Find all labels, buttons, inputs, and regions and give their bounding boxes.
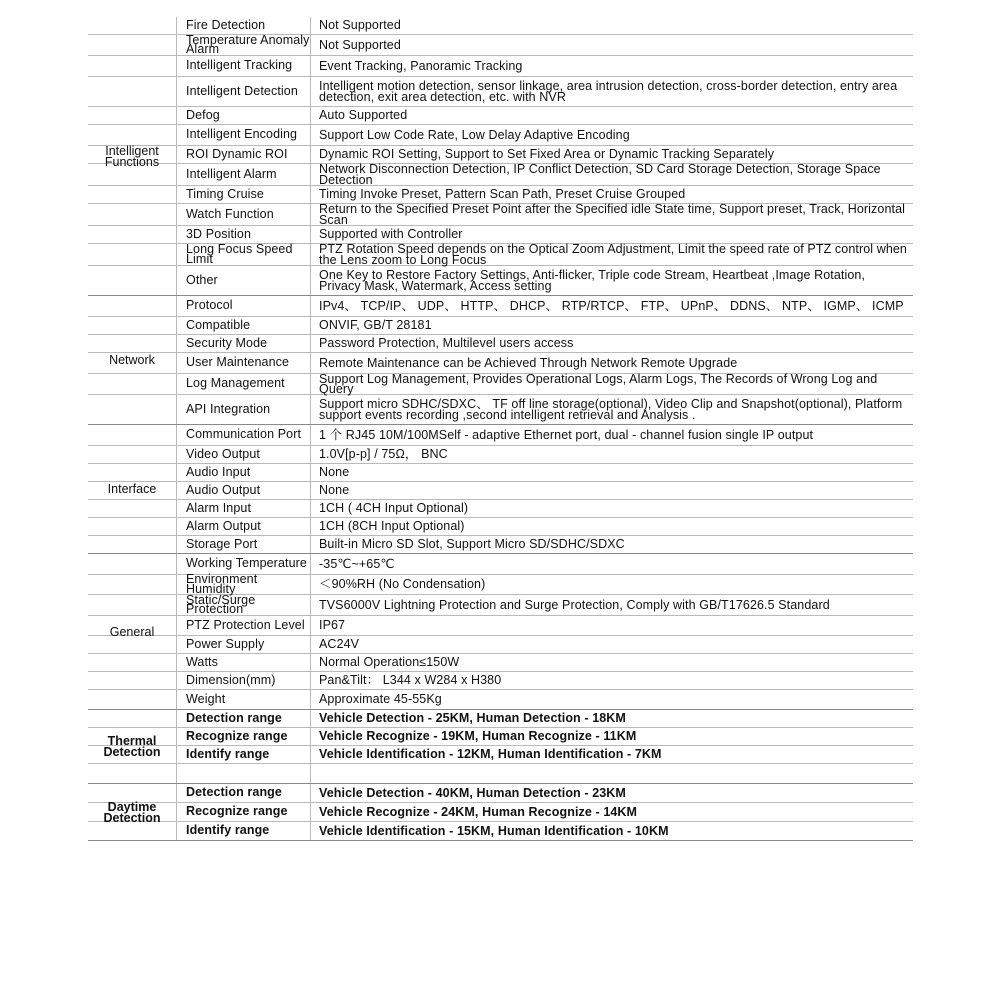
section-label: Intelligent Functions (104, 143, 160, 169)
spec-label: Log Management (186, 376, 285, 391)
column-divider (176, 710, 177, 727)
spec-label: Storage Port (186, 536, 258, 551)
spec-label: Identify range (186, 823, 270, 838)
section-divider (88, 840, 913, 841)
column-divider (176, 803, 177, 821)
spec-row (88, 654, 913, 672)
spec-value: Support Log Management, Provides Operational Logs, Alarm Logs, The Records of Wrong Log and Query (319, 371, 878, 396)
spec-row (88, 822, 913, 841)
column-divider (310, 164, 311, 185)
spec-label: Watts (186, 654, 218, 669)
column-divider (310, 204, 311, 225)
column-divider (310, 244, 311, 265)
spec-row (88, 335, 913, 353)
column-divider (310, 636, 311, 653)
spec-label: Recognize range (186, 804, 288, 819)
column-divider (176, 353, 177, 373)
spec-label: Detection range (186, 785, 282, 800)
column-divider (176, 35, 177, 55)
column-divider (176, 77, 177, 106)
spec-value: Vehicle Detection - 40KM, Human Detection - 23KM (319, 785, 626, 800)
spec-label: Alarm Output (186, 518, 261, 533)
column-divider (310, 710, 311, 727)
column-divider (176, 654, 177, 671)
section-label: Network (109, 353, 155, 367)
column-divider (176, 56, 177, 76)
spec-label: API Integration (186, 401, 271, 416)
spec-value: Vehicle Identification - 15KM, Human Identification - 10KM (319, 823, 669, 838)
section-label: Thermal Detection (103, 734, 161, 759)
column-divider (176, 672, 177, 689)
spec-row (88, 746, 913, 764)
spec-label: Audio Input (186, 464, 251, 479)
column-divider (310, 822, 311, 840)
spec-label: Video Output (186, 446, 260, 461)
column-divider (310, 803, 311, 821)
spec-value: -35℃~+65℃ (319, 556, 395, 571)
spec-label: Long Focus Speed Limit (186, 242, 293, 266)
spec-value: 1CH (8CH Input Optional) (319, 519, 465, 534)
column-divider (176, 146, 177, 163)
spec-row (88, 244, 913, 266)
column-divider (310, 186, 311, 203)
column-divider (310, 764, 311, 783)
column-divider (310, 296, 311, 316)
spec-value: None (319, 465, 350, 480)
spec-row (88, 500, 913, 518)
spec-value: None (319, 483, 350, 498)
column-divider (176, 575, 177, 594)
spec-value: ＜90%RH (No Condensation) (319, 577, 486, 592)
spec-row (88, 395, 913, 425)
spec-row (88, 204, 913, 226)
spec-row (88, 77, 913, 107)
spec-label: Audio Output (186, 482, 261, 497)
spec-value: PTZ Rotation Speed depends on the Optical Zoom Adjustment, Limit the speed rate of PTZ control when the Lens zoom to Long Focus (319, 242, 907, 267)
spec-label: ROI Dynamic ROI (186, 146, 288, 161)
section-label: Daytime Detection (103, 799, 161, 825)
spec-label: Working Temperature (186, 556, 307, 571)
spec-row (88, 296, 913, 317)
column-divider (310, 395, 311, 424)
spec-row (88, 710, 913, 728)
spec-row (88, 592, 913, 616)
spec-row (88, 518, 913, 536)
spec-value: 1CH ( 4CH Input Optional) (319, 501, 469, 516)
spec-value: ONVIF, GB/T 28181 (319, 318, 432, 333)
column-divider (176, 186, 177, 203)
column-divider (310, 784, 311, 802)
spec-row (88, 764, 913, 784)
spec-value: Vehicle Identification - 12KM, Human Identification - 7KM (319, 747, 662, 762)
spec-label: Timing Cruise (186, 186, 264, 201)
column-divider (176, 784, 177, 802)
spec-label (186, 764, 310, 783)
column-divider (176, 728, 177, 745)
spec-label: Alarm Input (186, 500, 252, 515)
column-divider (176, 482, 177, 499)
spec-value: Built-in Micro SD Slot, Support Micro SD/SDHC/SDXC (319, 537, 625, 552)
spec-value: Password Protection, Multilevel users access (319, 336, 574, 351)
column-divider (176, 500, 177, 517)
spec-label: Intelligent Detection (186, 83, 298, 98)
spec-value: IP67 (319, 618, 346, 633)
column-divider (176, 822, 177, 840)
column-divider (310, 728, 311, 745)
column-divider (176, 374, 177, 394)
column-divider (310, 746, 311, 763)
spec-row (88, 464, 913, 482)
spec-label: Fire Detection (186, 17, 266, 32)
spec-label: 3D Position (186, 226, 252, 241)
spec-value: Intelligent motion detection, sensor linkage, area intrusion detection, cross-border detection, entry area detection, exit area detection, etc. with NVR (319, 79, 898, 104)
spec-row (88, 107, 913, 125)
column-divider (176, 690, 177, 709)
column-divider (310, 77, 311, 106)
column-divider (176, 317, 177, 334)
spec-row (88, 482, 913, 500)
spec-value: Pan&Tilt： L344 x W284 x H380 (319, 673, 502, 688)
spec-label: Static/Surge Protection (186, 592, 256, 616)
column-divider (176, 244, 177, 265)
spec-label: Identify range (186, 746, 270, 761)
spec-row (88, 266, 913, 296)
column-divider (176, 335, 177, 352)
spec-value: IPv4、 TCP/IP、 UDP、 HTTP、 DHCP、 RTP/RTCP、 FTP、 UPnP、 DDNS、 NTP、 IGMP、 ICMP (319, 298, 904, 313)
column-divider (310, 226, 311, 243)
column-divider (310, 56, 311, 76)
column-divider (310, 518, 311, 535)
column-divider (310, 107, 311, 124)
column-divider (310, 335, 311, 352)
spec-row (88, 636, 913, 654)
spec-value (319, 764, 909, 783)
column-divider (310, 554, 311, 574)
spec-label: Dimension(mm) (186, 672, 276, 687)
spec-value: Return to the Specified Preset Point after the Specified idle State time, Support preset, Track, Horizontal Scan (319, 202, 905, 227)
column-divider (176, 107, 177, 124)
spec-value: AC24V (319, 637, 360, 652)
spec-value: 1 个 RJ45 10M/100MSelf - adaptive Ethernet port, dual - channel fusion single IP output (319, 427, 814, 442)
spec-value: Vehicle Recognize - 24KM, Human Recognize - 14KM (319, 804, 638, 819)
column-divider (310, 464, 311, 481)
spec-label: Environment Humidity (186, 572, 258, 596)
spec-row (88, 784, 913, 803)
spec-value: Supported with Controller (319, 227, 463, 242)
spec-value: Approximate 45-55Kg (319, 692, 442, 707)
column-divider (310, 482, 311, 499)
column-divider (176, 425, 177, 445)
column-divider (176, 764, 177, 783)
spec-row (88, 672, 913, 690)
spec-row (88, 164, 913, 186)
spec-row (88, 728, 913, 746)
spec-row (88, 803, 913, 822)
column-divider (310, 500, 311, 517)
column-divider (176, 17, 177, 34)
spec-row (88, 32, 913, 56)
spec-value: One Key to Restore Factory Settings, Anti-flicker, Triple code Stream, Heartbeat ,Image Rotation, Privacy Mask, Watermark, Access setting (319, 268, 866, 293)
column-divider (176, 266, 177, 295)
spec-label: Intelligent Alarm (186, 166, 277, 181)
column-divider (176, 446, 177, 463)
section-label: General (109, 624, 155, 639)
column-divider (176, 164, 177, 185)
spec-row (88, 371, 913, 396)
spec-value: Vehicle Detection - 25KM, Human Detection - 18KM (319, 711, 626, 726)
column-divider (176, 636, 177, 653)
spec-label: Compatible (186, 317, 251, 332)
spec-value: Not Supported (319, 37, 401, 52)
column-divider (310, 446, 311, 463)
spec-value: Auto Supported (319, 108, 408, 123)
spec-value: Normal Operation≤150W (319, 655, 460, 670)
spec-value: Support Low Code Rate, Low Delay Adaptive Encoding (319, 127, 630, 142)
column-divider (310, 690, 311, 709)
spec-row (88, 446, 913, 464)
column-divider (310, 616, 311, 635)
spec-row (88, 616, 913, 636)
column-divider (176, 464, 177, 481)
column-divider (310, 654, 311, 671)
spec-row (88, 572, 913, 596)
spec-value: Support micro SDHC/SDXC、 TF off line storage(optional), Video Clip and Snapshot(optional), Platform support events recording ,second intelligent retrieval and Analysis . (319, 397, 903, 422)
spec-label: Intelligent Encoding (186, 127, 298, 142)
column-divider (310, 317, 311, 334)
spec-label: Intelligent Tracking (186, 58, 293, 73)
spec-label: Watch Function (186, 206, 274, 221)
spec-row (88, 353, 913, 374)
spec-label: Temperature Anomaly Alarm (186, 32, 310, 56)
spec-row (88, 125, 913, 146)
spec-value: Dynamic ROI Setting, Support to Set Fixed Area or Dynamic Tracking Separately (319, 147, 775, 162)
spec-row (88, 536, 913, 554)
spec-value: Event Tracking, Panoramic Tracking (319, 58, 523, 73)
spec-value: Network Disconnection Detection, IP Conflict Detection, SD Card Storage Detection, Storage Space Detection (319, 162, 881, 187)
spec-row (88, 425, 913, 446)
column-divider (310, 536, 311, 553)
column-divider (176, 554, 177, 574)
spec-row (88, 317, 913, 335)
column-divider (176, 536, 177, 553)
column-divider (176, 204, 177, 225)
column-divider (176, 616, 177, 635)
spec-value: TVS6000V Lightning Protection and Surge Protection, Comply with GB/T17626.5 Standard (319, 597, 830, 612)
spec-label: Power Supply (186, 636, 265, 651)
spec-value: Not Supported (319, 18, 401, 33)
spec-row (88, 56, 913, 77)
spec-value: Timing Invoke Preset, Pattern Scan Path, Preset Cruise Grouped (319, 187, 686, 202)
column-divider (176, 746, 177, 763)
spec-label: Detection range (186, 710, 282, 725)
column-divider (310, 425, 311, 445)
spec-label: Defog (186, 107, 220, 122)
column-divider (310, 35, 311, 55)
column-divider (310, 374, 311, 394)
column-divider (310, 266, 311, 295)
spec-label: Protocol (186, 298, 233, 313)
column-divider (310, 575, 311, 594)
column-divider (176, 518, 177, 535)
column-divider (310, 672, 311, 689)
column-divider (176, 395, 177, 424)
column-divider (176, 125, 177, 145)
spec-label: Communication Port (186, 427, 302, 442)
spec-label: Recognize range (186, 728, 288, 743)
section-label: Interface (107, 482, 157, 496)
column-divider (310, 17, 311, 34)
spec-label: PTZ Protection Level (186, 617, 305, 632)
spec-label: Weight (186, 691, 226, 706)
spec-label: Security Mode (186, 335, 268, 350)
column-divider (310, 595, 311, 615)
column-divider (176, 226, 177, 243)
spec-label: Other (186, 272, 218, 287)
spec-label: User Maintenance (186, 355, 290, 370)
spec-row (88, 690, 913, 710)
spec-value: 1.0V[p-p] / 75Ω， BNC (319, 447, 448, 462)
column-divider (310, 146, 311, 163)
column-divider (310, 125, 311, 145)
spec-value: Remote Maintenance can be Achieved Through Network Remote Upgrade (319, 355, 738, 370)
column-divider (176, 595, 177, 615)
column-divider (176, 296, 177, 316)
column-divider (310, 353, 311, 373)
spec-value: Vehicle Recognize - 19KM, Human Recognize - 11KM (319, 729, 637, 744)
